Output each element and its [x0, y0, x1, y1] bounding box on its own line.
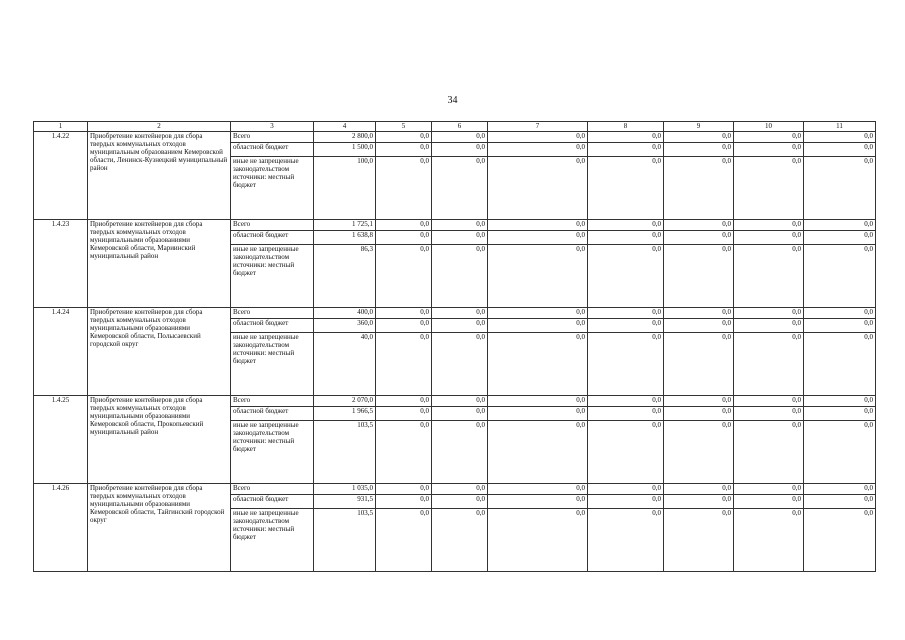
column-header: 3: [231, 122, 314, 132]
amount-cell: 103,5: [314, 421, 376, 484]
amount-cell: 0,0: [488, 319, 588, 333]
amount-cell: 400,0: [314, 308, 376, 319]
amount-cell: 0,0: [734, 421, 804, 484]
table-row: [34, 220, 876, 231]
amount-cell: 0,0: [488, 157, 588, 220]
amount-cell: 0,0: [804, 132, 876, 143]
amount-cell: 0,0: [376, 509, 432, 572]
amount-cell: 0,0: [588, 333, 664, 396]
amount-cell: 0,0: [734, 319, 804, 333]
amount-cell: 0,0: [664, 143, 734, 157]
amount-cell: 0,0: [734, 132, 804, 143]
amount-cell: 0,0: [432, 495, 488, 509]
amount-cell: 0,0: [664, 157, 734, 220]
budget-table: [33, 121, 876, 572]
amount-cell: 0,0: [804, 245, 876, 308]
amount-cell: 100,0: [314, 157, 376, 220]
amount-cell: 0,0: [376, 220, 432, 231]
column-header: 7: [488, 122, 588, 132]
amount-cell: 0,0: [588, 421, 664, 484]
amount-cell: 0,0: [734, 231, 804, 245]
amount-cell: 0,0: [488, 245, 588, 308]
amount-cell: 0,0: [432, 157, 488, 220]
amount-cell: 0,0: [376, 245, 432, 308]
column-header: 11: [804, 122, 876, 132]
amount-cell: 0,0: [734, 220, 804, 231]
amount-cell: 0,0: [588, 319, 664, 333]
amount-cell: 1 500,0: [314, 143, 376, 157]
amount-cell: 0,0: [664, 308, 734, 319]
column-header: 6: [432, 122, 488, 132]
amount-cell: 0,0: [432, 509, 488, 572]
funding-source: Всего: [231, 396, 314, 407]
amount-cell: 0,0: [488, 143, 588, 157]
amount-cell: 0,0: [664, 396, 734, 407]
amount-cell: 0,0: [376, 143, 432, 157]
funding-source: областной бюджет: [231, 231, 314, 245]
amount-cell: 0,0: [804, 319, 876, 333]
amount-cell: 0,0: [432, 231, 488, 245]
amount-cell: 0,0: [734, 245, 804, 308]
row-code: 1.4.25: [34, 396, 88, 484]
column-header: 10: [734, 122, 804, 132]
column-header: 4: [314, 122, 376, 132]
amount-cell: 0,0: [734, 495, 804, 509]
funding-source: Всего: [231, 220, 314, 231]
amount-cell: 0,0: [432, 308, 488, 319]
amount-cell: 0,0: [664, 319, 734, 333]
amount-cell: 0,0: [804, 143, 876, 157]
amount-cell: 0,0: [488, 509, 588, 572]
column-header: 8: [588, 122, 664, 132]
funding-source: иные не запрещенные законодательством источники: местный бюджет: [231, 245, 314, 308]
row-code: 1.4.24: [34, 308, 88, 396]
amount-cell: 2 800,0: [314, 132, 376, 143]
funding-source: Всего: [231, 308, 314, 319]
amount-cell: 360,0: [314, 319, 376, 333]
amount-cell: 0,0: [588, 245, 664, 308]
amount-cell: 0,0: [664, 333, 734, 396]
row-code: 1.4.26: [34, 484, 88, 572]
amount-cell: 0,0: [804, 231, 876, 245]
amount-cell: 40,0: [314, 333, 376, 396]
amount-cell: 0,0: [664, 245, 734, 308]
page-number: 34: [447, 95, 458, 106]
amount-cell: 1 638,8: [314, 231, 376, 245]
amount-cell: 0,0: [588, 308, 664, 319]
funding-source: иные не запрещенные законодательством источники: местный бюджет: [231, 509, 314, 572]
column-header: 9: [664, 122, 734, 132]
amount-cell: 0,0: [432, 407, 488, 421]
amount-cell: 0,0: [804, 396, 876, 407]
amount-cell: 0,0: [376, 484, 432, 495]
row-code: 1.4.22: [34, 132, 88, 220]
amount-cell: 0,0: [432, 220, 488, 231]
row-name: Приобретение контейнеров для сбора твердых коммунальных отходов муниципальными образованиями Кемеровской области, Прокопьевский муниципальный район: [88, 396, 231, 484]
table-row: [34, 132, 876, 143]
amount-cell: 0,0: [376, 157, 432, 220]
amount-cell: 0,0: [664, 509, 734, 572]
amount-cell: 0,0: [734, 396, 804, 407]
funding-source: областной бюджет: [231, 143, 314, 157]
table-row: [34, 308, 876, 319]
amount-cell: 0,0: [804, 509, 876, 572]
amount-cell: 0,0: [664, 484, 734, 495]
amount-cell: 0,0: [804, 157, 876, 220]
funding-source: иные не запрещенные законодательством источники: местный бюджет: [231, 157, 314, 220]
amount-cell: 0,0: [664, 220, 734, 231]
amount-cell: 0,0: [376, 319, 432, 333]
amount-cell: 0,0: [804, 495, 876, 509]
amount-cell: 931,5: [314, 495, 376, 509]
amount-cell: 0,0: [664, 495, 734, 509]
amount-cell: 0,0: [804, 484, 876, 495]
amount-cell: 0,0: [734, 484, 804, 495]
row-name: Приобретение контейнеров для сбора твердых коммунальных отходов муниципальным образованием Кемеровской области, Ленинск-Кузнецкий муниципальный район: [88, 132, 231, 220]
amount-cell: 0,0: [734, 308, 804, 319]
amount-cell: 0,0: [664, 421, 734, 484]
amount-cell: 0,0: [488, 495, 588, 509]
amount-cell: 0,0: [376, 308, 432, 319]
amount-cell: 0,0: [588, 509, 664, 572]
amount-cell: 0,0: [488, 231, 588, 245]
amount-cell: 0,0: [488, 396, 588, 407]
amount-cell: 0,0: [488, 333, 588, 396]
amount-cell: 0,0: [376, 132, 432, 143]
amount-cell: 0,0: [804, 220, 876, 231]
amount-cell: 2 070,0: [314, 396, 376, 407]
row-name: Приобретение контейнеров для сбора твердых коммунальных отходов муниципальными образованиями Кемеровской области, Мариинский муниципальный район: [88, 220, 231, 308]
amount-cell: 0,0: [432, 319, 488, 333]
amount-cell: 0,0: [432, 333, 488, 396]
amount-cell: 0,0: [734, 143, 804, 157]
amount-cell: 0,0: [588, 495, 664, 509]
amount-cell: 1 035,0: [314, 484, 376, 495]
amount-cell: 0,0: [376, 495, 432, 509]
amount-cell: 1 966,5: [314, 407, 376, 421]
amount-cell: 0,0: [376, 396, 432, 407]
amount-cell: 0,0: [376, 333, 432, 396]
amount-cell: 0,0: [488, 484, 588, 495]
column-header: 1: [34, 122, 88, 132]
amount-cell: 0,0: [734, 407, 804, 421]
amount-cell: 86,3: [314, 245, 376, 308]
funding-source: областной бюджет: [231, 319, 314, 333]
table-row: [34, 484, 876, 495]
row-name: Приобретение контейнеров для сбора твердых коммунальных отходов муниципальными образованиями Кемеровской области, Полысаевский городской округ: [88, 308, 231, 396]
amount-cell: 0,0: [734, 509, 804, 572]
amount-cell: 0,0: [734, 333, 804, 396]
column-header: 5: [376, 122, 432, 132]
funding-source: иные не запрещенные законодательством источники: местный бюджет: [231, 333, 314, 396]
amount-cell: 0,0: [488, 407, 588, 421]
amount-cell: 0,0: [588, 220, 664, 231]
funding-source: областной бюджет: [231, 495, 314, 509]
table-row: [34, 396, 876, 407]
row-code: 1.4.23: [34, 220, 88, 308]
amount-cell: 0,0: [804, 407, 876, 421]
amount-cell: 0,0: [376, 421, 432, 484]
amount-cell: 0,0: [588, 231, 664, 245]
amount-cell: 0,0: [432, 143, 488, 157]
amount-cell: 0,0: [664, 407, 734, 421]
funding-source: иные не запрещенные законодательством источники: местный бюджет: [231, 421, 314, 484]
amount-cell: 0,0: [488, 132, 588, 143]
amount-cell: 0,0: [588, 143, 664, 157]
amount-cell: 0,0: [804, 308, 876, 319]
amount-cell: 0,0: [588, 157, 664, 220]
amount-cell: 0,0: [432, 421, 488, 484]
amount-cell: 0,0: [376, 231, 432, 245]
amount-cell: 0,0: [432, 396, 488, 407]
row-name: Приобретение контейнеров для сбора твердых коммунальных отходов муниципальными образованиями Кемеровской области, Тайгинский городской округ: [88, 484, 231, 572]
amount-cell: 0,0: [432, 484, 488, 495]
amount-cell: 0,0: [432, 132, 488, 143]
funding-source: Всего: [231, 132, 314, 143]
amount-cell: 0,0: [488, 308, 588, 319]
header-row: [34, 122, 876, 132]
amount-cell: 1 725,1: [314, 220, 376, 231]
amount-cell: 0,0: [664, 231, 734, 245]
amount-cell: 0,0: [734, 157, 804, 220]
amount-cell: 0,0: [664, 132, 734, 143]
amount-cell: 103,5: [314, 509, 376, 572]
funding-source: Всего: [231, 484, 314, 495]
amount-cell: 0,0: [376, 407, 432, 421]
amount-cell: 0,0: [432, 245, 488, 308]
amount-cell: 0,0: [804, 421, 876, 484]
amount-cell: 0,0: [488, 220, 588, 231]
amount-cell: 0,0: [588, 396, 664, 407]
amount-cell: 0,0: [804, 333, 876, 396]
amount-cell: 0,0: [588, 132, 664, 143]
amount-cell: 0,0: [588, 407, 664, 421]
amount-cell: 0,0: [488, 421, 588, 484]
funding-source: областной бюджет: [231, 407, 314, 421]
column-header: 2: [88, 122, 231, 132]
amount-cell: 0,0: [588, 484, 664, 495]
